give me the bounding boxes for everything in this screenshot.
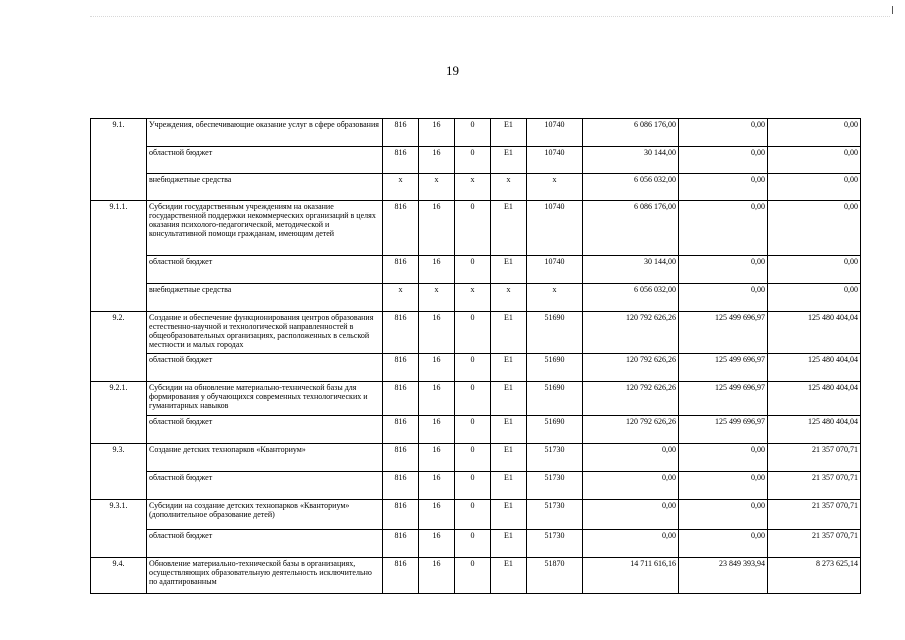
cell-code-4: Е1 xyxy=(491,558,527,594)
table-row xyxy=(91,284,861,312)
cell-value-1: 6 086 176,00 xyxy=(583,201,679,256)
table-row xyxy=(91,201,861,256)
cell-code-2: 16 xyxy=(419,119,455,147)
row-name: внебюджетные средства xyxy=(147,284,383,312)
cell-value-3: 21 357 070,71 xyxy=(768,530,861,558)
row-index: 9.2.1. xyxy=(91,382,147,416)
cell-code-5: 51730 xyxy=(527,444,583,472)
cell-code-1: 816 xyxy=(383,147,419,174)
cell-value-2: 0,00 xyxy=(679,147,768,174)
cell-value-2: 0,00 xyxy=(679,119,768,147)
cell-value-1: 120 792 626,26 xyxy=(583,416,679,444)
cell-code-4: Е1 xyxy=(491,382,527,416)
cell-value-1: 14 711 616,16 xyxy=(583,558,679,594)
cell-value-1: 30 144,00 xyxy=(583,256,679,284)
cell-code-2: 16 xyxy=(419,354,455,382)
row-index: 9.1. xyxy=(91,119,147,147)
cell-code-1: 816 xyxy=(383,500,419,530)
table-row xyxy=(91,472,861,500)
cell-code-1: х xyxy=(383,284,419,312)
cell-code-3: 0 xyxy=(455,119,491,147)
scan-mark xyxy=(892,6,893,14)
cell-code-2: 16 xyxy=(419,256,455,284)
row-name: внебюджетные средства xyxy=(147,174,383,201)
cell-value-2: 23 849 393,94 xyxy=(679,558,768,594)
row-name: областной бюджет xyxy=(147,354,383,382)
cell-value-2: 0,00 xyxy=(679,174,768,201)
cell-value-2: 0,00 xyxy=(679,284,768,312)
cell-code-2: 16 xyxy=(419,201,455,256)
table-row xyxy=(91,119,861,147)
cell-value-1: 120 792 626,26 xyxy=(583,312,679,354)
cell-code-5: 51730 xyxy=(527,530,583,558)
cell-code-5: 10740 xyxy=(527,147,583,174)
cell-code-2: 16 xyxy=(419,416,455,444)
cell-value-2: 0,00 xyxy=(679,256,768,284)
cell-code-3: 0 xyxy=(455,382,491,416)
cell-code-2: 16 xyxy=(419,558,455,594)
row-index xyxy=(91,472,147,500)
cell-code-4: Е1 xyxy=(491,201,527,256)
cell-code-3: 0 xyxy=(455,201,491,256)
cell-value-2: 0,00 xyxy=(679,444,768,472)
cell-value-1: 0,00 xyxy=(583,444,679,472)
cell-code-1: 816 xyxy=(383,530,419,558)
cell-code-3: 0 xyxy=(455,558,491,594)
cell-value-2: 125 499 696,97 xyxy=(679,312,768,354)
table-row xyxy=(91,530,861,558)
page-number: 19 xyxy=(446,63,459,78)
cell-value-3: 21 357 070,71 xyxy=(768,444,861,472)
cell-value-1: 6 086 176,00 xyxy=(583,119,679,147)
cell-code-4: Е1 xyxy=(491,256,527,284)
cell-value-3: 0,00 xyxy=(768,174,861,201)
row-name: Создание и обеспечение функционирования центров образования естественно-научной и технологической направленностей в общеобразовательных организациях, расположенных в сельской местности и малых городах xyxy=(147,312,383,354)
cell-code-1: 816 xyxy=(383,312,419,354)
cell-value-3: 125 480 404,04 xyxy=(768,312,861,354)
table-row xyxy=(91,416,861,444)
row-index: 9.4. xyxy=(91,558,147,594)
cell-code-4: Е1 xyxy=(491,119,527,147)
row-index xyxy=(91,530,147,558)
cell-code-3: х xyxy=(455,284,491,312)
cell-code-2: 16 xyxy=(419,472,455,500)
cell-code-5: 10740 xyxy=(527,201,583,256)
cell-value-3: 125 480 404,04 xyxy=(768,416,861,444)
cell-code-1: 816 xyxy=(383,354,419,382)
cell-code-3: х xyxy=(455,174,491,201)
scan-artifact-line xyxy=(90,16,890,18)
table-row xyxy=(91,444,861,472)
cell-code-1: 816 xyxy=(383,472,419,500)
cell-value-3: 21 357 070,71 xyxy=(768,500,861,530)
cell-value-3: 0,00 xyxy=(768,119,861,147)
row-name: областной бюджет xyxy=(147,256,383,284)
cell-code-4: Е1 xyxy=(491,472,527,500)
cell-code-2: 16 xyxy=(419,500,455,530)
row-name: областной бюджет xyxy=(147,147,383,174)
cell-code-2: 16 xyxy=(419,147,455,174)
cell-code-5: 10740 xyxy=(527,256,583,284)
table-row xyxy=(91,500,861,530)
cell-code-5: 51690 xyxy=(527,416,583,444)
cell-value-1: 6 056 032,00 xyxy=(583,174,679,201)
cell-value-2: 125 499 696,97 xyxy=(679,354,768,382)
table-row xyxy=(91,558,861,594)
cell-value-2: 125 499 696,97 xyxy=(679,382,768,416)
cell-code-2: 16 xyxy=(419,530,455,558)
cell-code-3: 0 xyxy=(455,416,491,444)
cell-code-4: х xyxy=(491,174,527,201)
cell-code-1: 816 xyxy=(383,382,419,416)
cell-value-1: 120 792 626,26 xyxy=(583,354,679,382)
row-name: Субсидии государственным учреждениям на оказание государственной поддержки некоммерческих организаций в целях оказания психолого-педагогической, методической и консультативной помощи гражданам, имеющим детей xyxy=(147,201,383,256)
row-index: 9.3. xyxy=(91,444,147,472)
row-name: областной бюджет xyxy=(147,416,383,444)
cell-value-3: 21 357 070,71 xyxy=(768,472,861,500)
row-index xyxy=(91,256,147,284)
row-index xyxy=(91,354,147,382)
row-index: 9.3.1. xyxy=(91,500,147,530)
cell-value-2: 0,00 xyxy=(679,201,768,256)
cell-code-1: 816 xyxy=(383,119,419,147)
cell-code-4: Е1 xyxy=(491,147,527,174)
cell-value-3: 0,00 xyxy=(768,256,861,284)
cell-value-2: 125 499 696,97 xyxy=(679,416,768,444)
cell-value-2: 0,00 xyxy=(679,530,768,558)
cell-code-4: Е1 xyxy=(491,444,527,472)
cell-code-1: 816 xyxy=(383,256,419,284)
cell-value-3: 125 480 404,04 xyxy=(768,354,861,382)
cell-code-5: х xyxy=(527,174,583,201)
cell-value-3: 125 480 404,04 xyxy=(768,382,861,416)
cell-value-1: 0,00 xyxy=(583,530,679,558)
cell-value-2: 0,00 xyxy=(679,472,768,500)
cell-value-1: 120 792 626,26 xyxy=(583,382,679,416)
cell-code-3: 0 xyxy=(455,147,491,174)
table-row xyxy=(91,174,861,201)
cell-code-5: 51690 xyxy=(527,312,583,354)
cell-code-3: 0 xyxy=(455,312,491,354)
table-row xyxy=(91,147,861,174)
cell-value-1: 0,00 xyxy=(583,500,679,530)
table-row xyxy=(91,382,861,416)
cell-code-5: 51870 xyxy=(527,558,583,594)
cell-code-4: х xyxy=(491,284,527,312)
cell-code-4: Е1 xyxy=(491,500,527,530)
row-index xyxy=(91,284,147,312)
row-name: областной бюджет xyxy=(147,472,383,500)
cell-code-1: 816 xyxy=(383,558,419,594)
row-index xyxy=(91,147,147,174)
cell-code-3: 0 xyxy=(455,354,491,382)
cell-code-3: 0 xyxy=(455,444,491,472)
table-row xyxy=(91,256,861,284)
cell-value-3: 0,00 xyxy=(768,284,861,312)
cell-code-2: х xyxy=(419,174,455,201)
cell-code-5: 51730 xyxy=(527,472,583,500)
cell-code-2: 16 xyxy=(419,382,455,416)
cell-value-3: 0,00 xyxy=(768,147,861,174)
row-name: областной бюджет xyxy=(147,530,383,558)
cell-code-1: 816 xyxy=(383,444,419,472)
row-name: Обновление материально-технической базы в организациях, осуществляющих образовательную деятельность исключительно по адаптированным xyxy=(147,558,383,594)
budget-table xyxy=(90,118,861,594)
row-index: 9.1.1. xyxy=(91,201,147,256)
row-name: Создание детских технопарков «Кванториум» xyxy=(147,444,383,472)
table-row xyxy=(91,312,861,354)
cell-code-4: Е1 xyxy=(491,354,527,382)
row-name: Субсидии на создание детских технопарков «Кванториум» (дополнительное образование детей) xyxy=(147,500,383,530)
row-index xyxy=(91,416,147,444)
cell-value-1: 30 144,00 xyxy=(583,147,679,174)
cell-code-5: 10740 xyxy=(527,119,583,147)
row-name: Учреждения, обеспечивающие оказание услуг в сфере образования xyxy=(147,119,383,147)
table-row xyxy=(91,354,861,382)
cell-value-2: 0,00 xyxy=(679,500,768,530)
row-name: Субсидии на обновление материально-технической базы для формирования у обучающихся современных технологических и гуманитарных навыков xyxy=(147,382,383,416)
cell-code-4: Е1 xyxy=(491,416,527,444)
cell-value-1: 0,00 xyxy=(583,472,679,500)
cell-code-3: 0 xyxy=(455,530,491,558)
cell-code-2: 16 xyxy=(419,444,455,472)
cell-code-3: 0 xyxy=(455,256,491,284)
cell-value-1: 6 056 032,00 xyxy=(583,284,679,312)
cell-code-1: х xyxy=(383,174,419,201)
cell-code-5: 51690 xyxy=(527,354,583,382)
cell-code-1: 816 xyxy=(383,416,419,444)
cell-code-5: 51730 xyxy=(527,500,583,530)
row-index: 9.2. xyxy=(91,312,147,354)
cell-code-1: 816 xyxy=(383,201,419,256)
cell-code-2: х xyxy=(419,284,455,312)
cell-code-4: Е1 xyxy=(491,530,527,558)
cell-code-2: 16 xyxy=(419,312,455,354)
cell-value-3: 8 273 625,14 xyxy=(768,558,861,594)
cell-code-4: Е1 xyxy=(491,312,527,354)
cell-code-5: 51690 xyxy=(527,382,583,416)
cell-code-3: 0 xyxy=(455,500,491,530)
cell-code-5: х xyxy=(527,284,583,312)
cell-value-3: 0,00 xyxy=(768,201,861,256)
row-index xyxy=(91,174,147,201)
cell-code-3: 0 xyxy=(455,472,491,500)
